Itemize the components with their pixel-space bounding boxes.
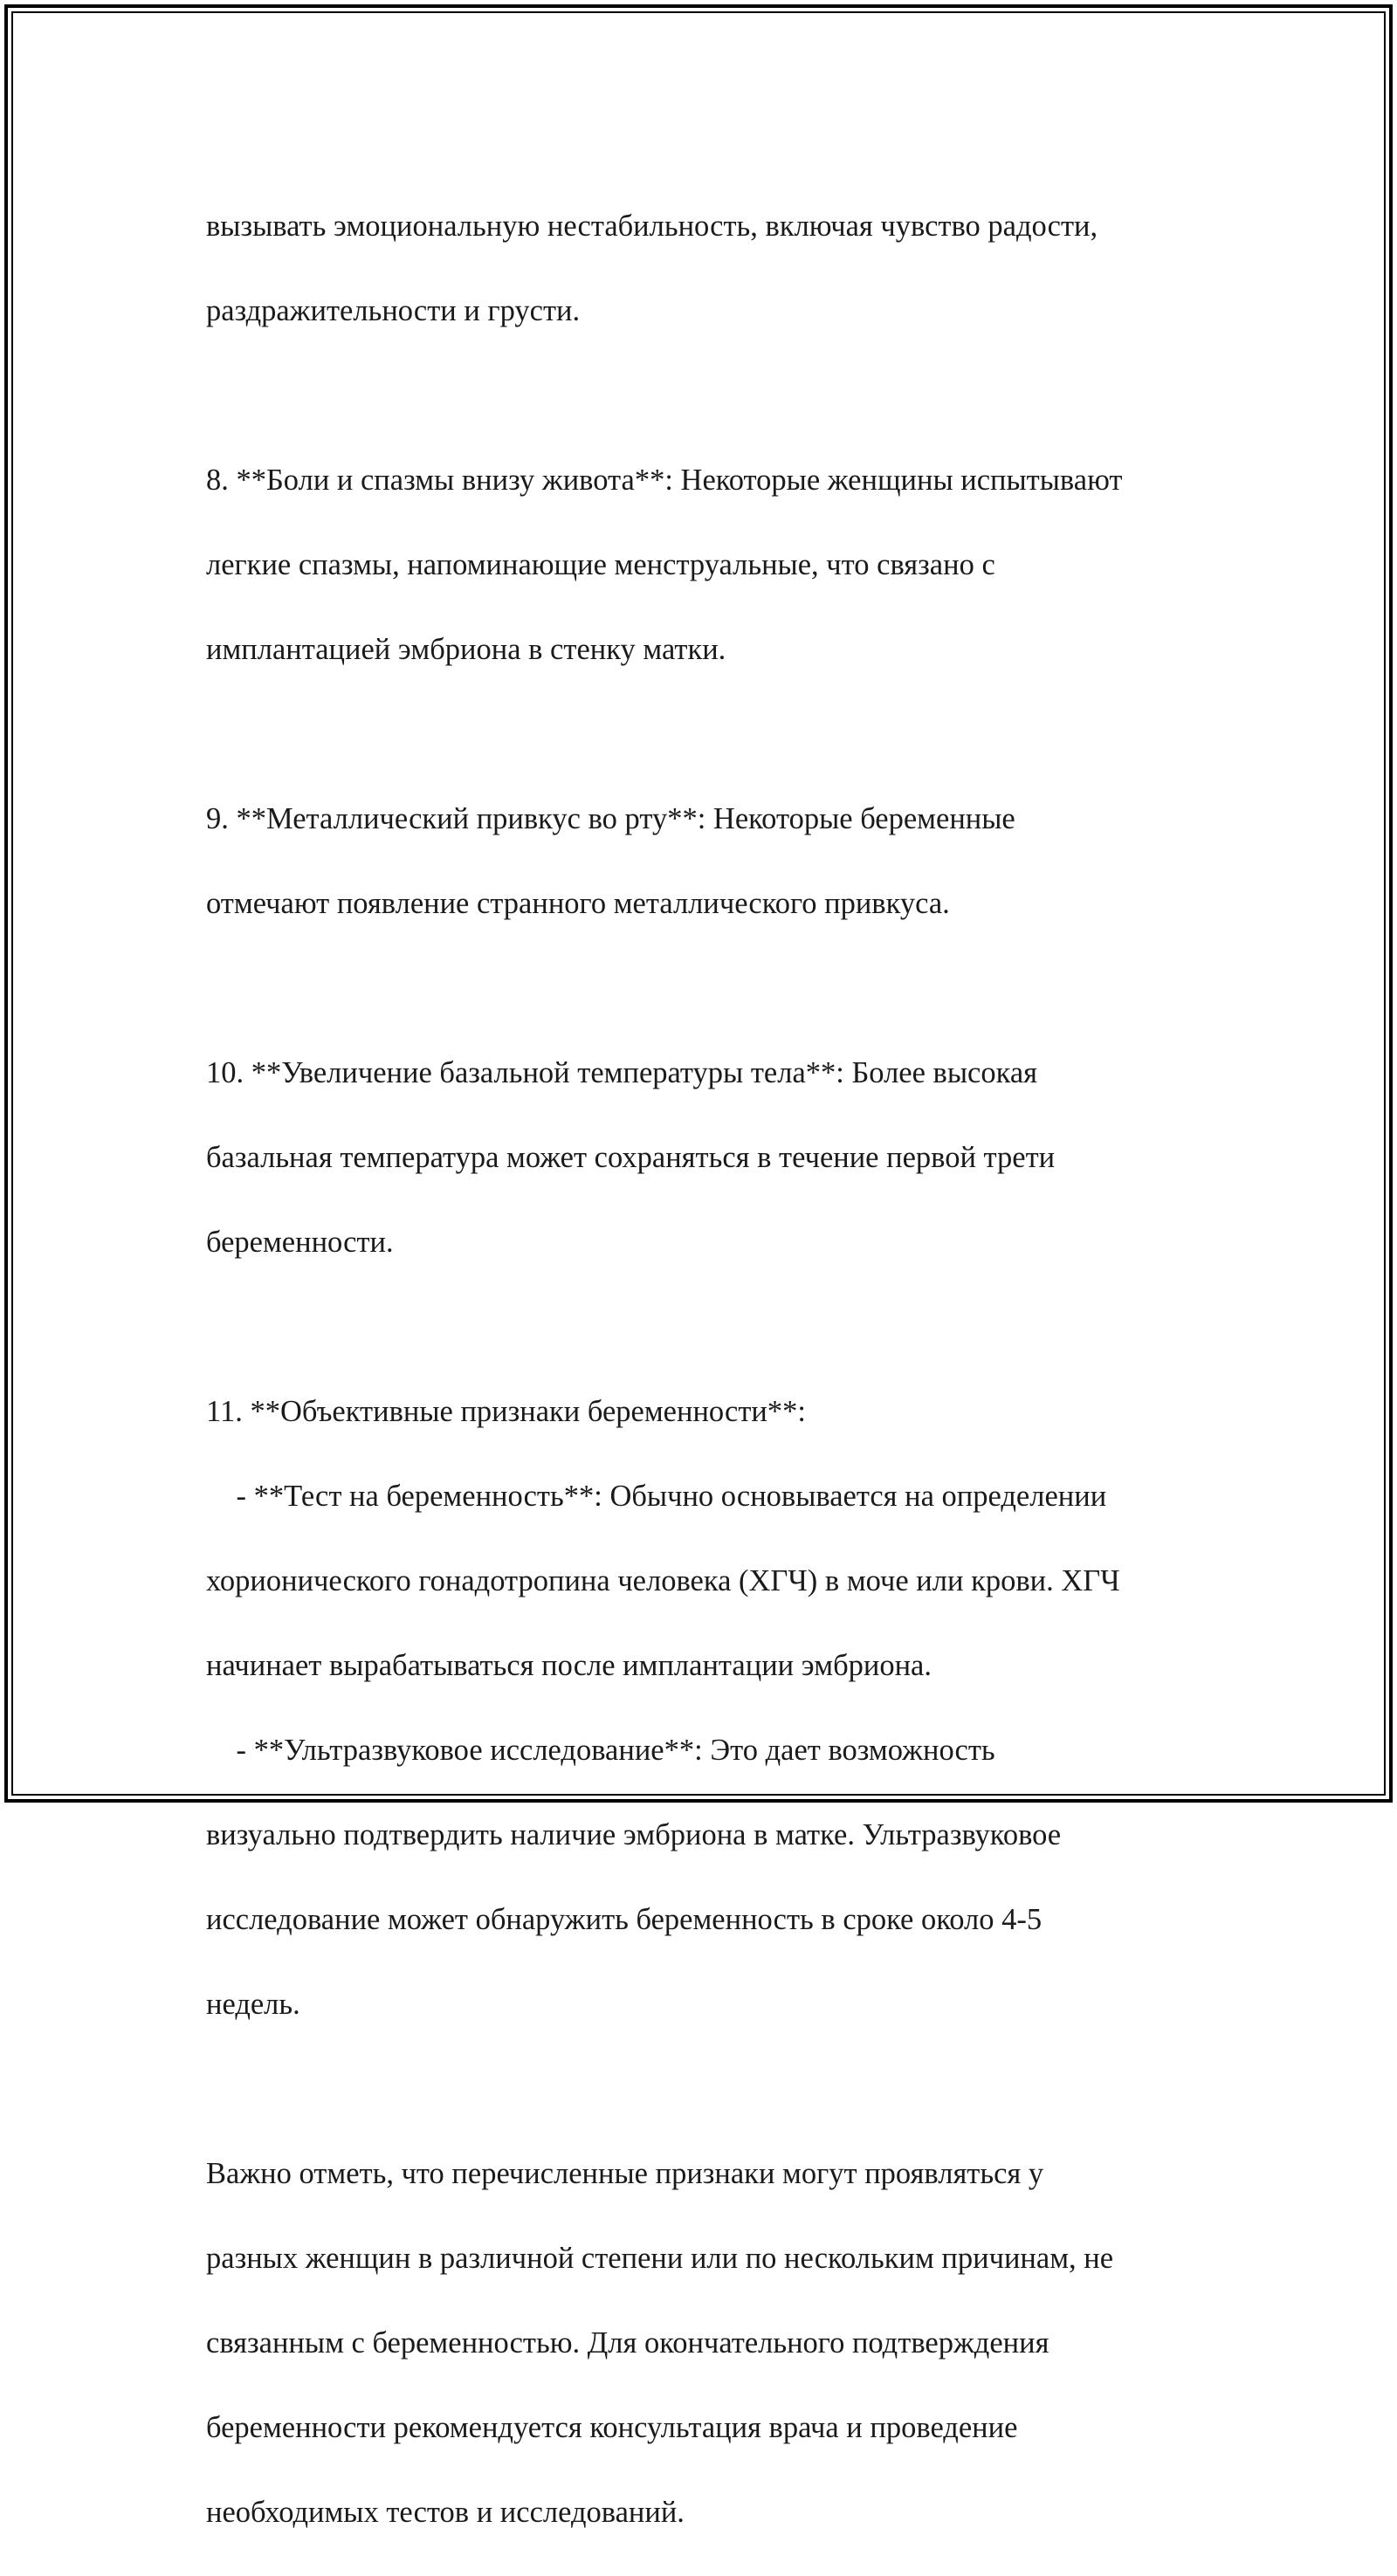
text-line: связанным с беременностью. Для окончательного подтверждения bbox=[206, 2325, 1049, 2360]
text-line: недель. bbox=[206, 1987, 300, 2021]
text-line: исследование может обнаружить беременность в сроке около 4-5 bbox=[206, 1902, 1043, 1936]
sub-item-pregnancy-test: - **Тест на беременность**: Обычно основывается на определении bbox=[206, 1479, 1107, 1513]
text-line: отмечают появление странного металлического привкуса. bbox=[206, 886, 950, 920]
text-line: начинает вырабатываться после имплантации эмбриона. bbox=[206, 1648, 932, 1682]
list-item-9 bbox=[206, 755, 1236, 967]
text-line: раздражительности и грусти. bbox=[206, 293, 581, 327]
text-line: вызывать эмоциональную нестабильность, включая чувство радости, bbox=[206, 209, 1098, 243]
text-line: разных женщин в различной степени или по нескольким причинам, не bbox=[206, 2241, 1114, 2275]
text-line: 9. **Металлический привкус во рту**: Некоторые беременные bbox=[206, 801, 1015, 835]
document-body bbox=[206, 162, 1236, 2576]
text-line: имплантацией эмбриона в стенку матки. bbox=[206, 632, 726, 666]
text-line: необходимых тестов и исследований. bbox=[206, 2495, 685, 2529]
list-item-10 bbox=[206, 1009, 1236, 1306]
text-line: 10. **Увеличение базальной температуры тела**: Более высокая bbox=[206, 1055, 1038, 1089]
text-line: беременности рекомендуется консультация врача и проведение bbox=[206, 2410, 1018, 2444]
text-line: легкие спазмы, напоминающие менструальные, что связано с bbox=[206, 547, 995, 581]
paragraph-emotional-instability bbox=[206, 162, 1236, 374]
text-line: визуально подтвердить наличие эмбриона в матке. Ультразвуковое bbox=[206, 1817, 1062, 1851]
text-line: 11. **Объективные признаки беременности**: bbox=[206, 1394, 806, 1428]
text-line: 8. **Боли и спазмы внизу живота**: Некоторые женщины испытывают bbox=[206, 463, 1123, 497]
list-item-8 bbox=[206, 416, 1236, 713]
text-line: хорионического гонадотропина человека (ХГЧ) в моче или крови. ХГЧ bbox=[206, 1563, 1120, 1597]
sub-item-ultrasound: - **Ультразвуковое исследование**: Это дает возможность bbox=[206, 1733, 995, 1767]
text-line: Важно отметь, что перечисленные признаки могут проявляться у bbox=[206, 2156, 1044, 2190]
list-item-11 bbox=[206, 1348, 1236, 2068]
text-line: базальная температура может сохраняться в течение первой трети bbox=[206, 1140, 1056, 1174]
text-line: беременности. bbox=[206, 1225, 394, 1259]
paragraph-conclusion bbox=[206, 2110, 1236, 2576]
